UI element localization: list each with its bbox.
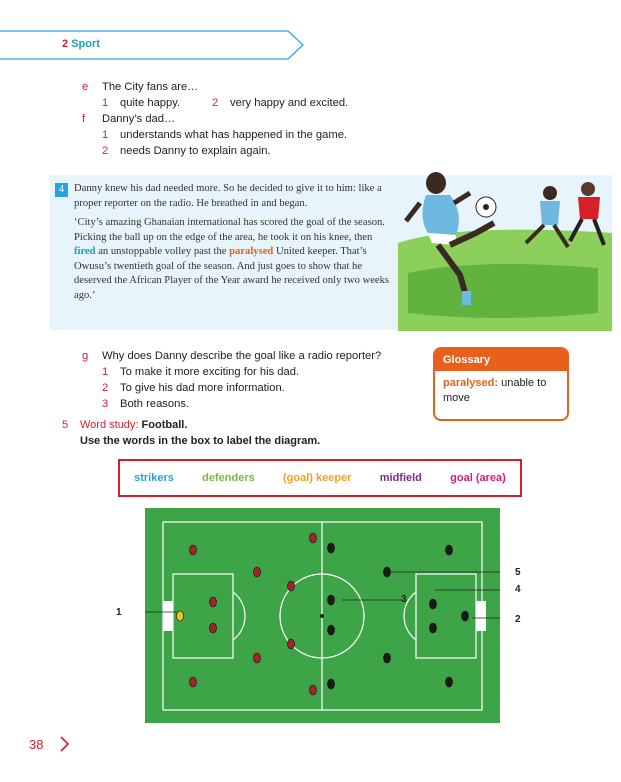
player-black [328,595,335,605]
player-black [430,599,437,609]
story-paragraph-1: Danny knew his dad needed more. So he decided to give it to him: like a proper reporter on the radio. He breathed in and began. [74,183,382,209]
diagram-label-5: 5 [515,567,521,578]
diagram-label-1: 1 [116,607,122,618]
player-red [210,623,217,633]
player-black [430,623,437,633]
player-red [254,653,261,663]
unit-header-tab [0,30,300,60]
word-defenders: defenders [202,472,255,484]
football-illustration [398,163,612,331]
unit-title: 2 Sport [62,38,100,50]
glossary-entry: paralysed: unable to move [443,377,547,404]
word-strikers: strikers [134,472,174,484]
player-red [310,685,317,695]
word-box [118,459,522,497]
story-text [74,182,394,308]
player-black [328,543,335,553]
player-red [190,545,197,555]
player-red [310,533,317,543]
question-f: f Danny’s dad… 1 understands what has happened in the game. 2 needs Danny to explain again. [82,113,348,157]
glossary-title: Glossary [435,349,567,371]
question-g: g Why does Danny describe the goal like a radio reporter? 1 To make it more exciting for his dad. 2 To give his dad more information. 3 Both reasons. [82,350,382,410]
player-red [254,567,261,577]
story-paragraph-2: ‘City’s amazing Ghanaian international has scored the goal of the season. Picking the ball up on the edge of the area, he took it on his knee, then fired an unstoppable volley past the paralysed United keeper. That’s Owusu’s twentieth goal of the season. And just goes to show that he deserved the African Player of the Year award he received only two weeks ago.’ [74,217,390,301]
diagram-label-2: 2 [515,614,521,625]
word-midfield: midfield [379,472,422,484]
player-keeper-left [177,611,184,621]
player-red [288,581,295,591]
player-black [446,545,453,555]
diagram-label-4: 4 [515,584,521,595]
player-black [462,611,469,621]
exercise-5: 5 Word study: Football. Use the words in the box to label the diagram. [62,419,321,447]
player-red [190,677,197,687]
player-black [328,679,335,689]
player-black [384,653,391,663]
player-red [288,639,295,649]
player-black [446,677,453,687]
player-black [328,625,335,635]
player-red [210,597,217,607]
football-pitch-diagram [145,508,500,728]
page-arrow-icon [58,735,70,758]
word-keeper: (goal) keeper [283,472,352,484]
diagram-label-3: 3 [401,594,407,605]
glossary-box [433,347,569,421]
question-e: e The City fans are… 1 quite happy. 2 very happy and excited. [82,81,349,109]
story-number: 4 [55,183,68,197]
word-goal-area: goal (area) [450,472,506,484]
page-number: 38 [29,737,44,752]
